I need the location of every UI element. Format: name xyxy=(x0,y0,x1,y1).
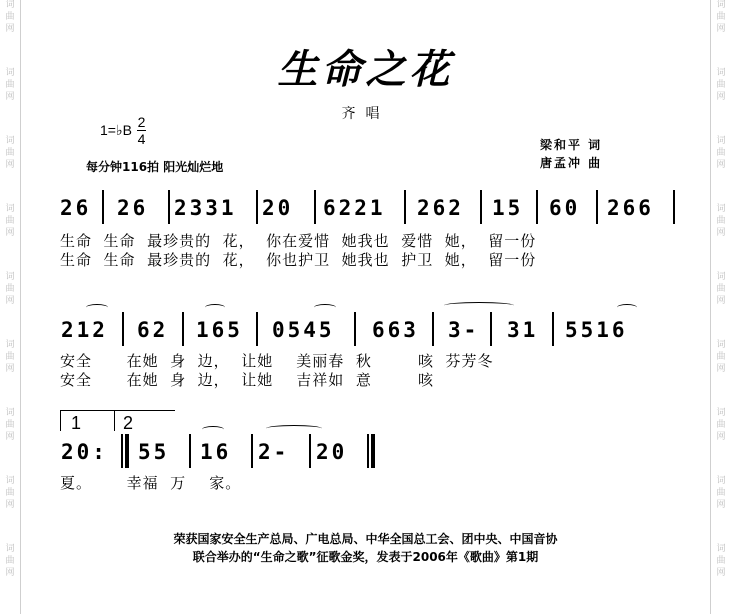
repeat-barline xyxy=(121,434,123,468)
watermark-glyph: 词 xyxy=(716,340,726,350)
watermark-glyph: 曲 xyxy=(716,420,726,430)
measure: 6221 xyxy=(323,196,386,220)
score-line-3 xyxy=(55,434,680,470)
watermark-glyph: 词 xyxy=(716,476,726,486)
watermark-glyph: 曲 xyxy=(716,216,726,226)
barline xyxy=(536,190,538,224)
tempo-marking: 每分钟116拍 阳光灿烂地 xyxy=(86,160,224,174)
slur xyxy=(314,304,336,311)
watermark-glyph: 网 xyxy=(5,364,15,374)
watermark-glyph: 曲 xyxy=(5,80,15,90)
barline xyxy=(256,190,258,224)
volta-bracket-2 xyxy=(114,410,175,431)
watermark-glyph: 词 xyxy=(716,136,726,146)
barline xyxy=(102,190,104,224)
measure: 20 xyxy=(262,196,294,220)
measure: 0545 xyxy=(272,318,335,342)
footnote-line-2: 联合举办的“生命之歌”征歌金奖，发表于2006年《歌曲》第1期 xyxy=(192,550,539,564)
measure: 62 xyxy=(137,318,169,342)
watermark-glyph: 网 xyxy=(716,364,726,374)
score-line-2 xyxy=(55,312,680,348)
watermark-glyph: 词 xyxy=(716,544,726,554)
watermark-glyph: 网 xyxy=(716,432,726,442)
composer-credit: 唐孟冲 曲 xyxy=(540,156,603,170)
barline xyxy=(256,312,258,346)
key-signature: 1=♭B xyxy=(100,122,132,138)
lyric-line-1-verse-2: 生命 生命 最珍贵的 花， 你也护卫 她我也 护卫 她， 留一份 xyxy=(60,251,537,269)
watermark-glyph: 曲 xyxy=(716,80,726,90)
barline xyxy=(480,190,482,224)
measure: 5516 xyxy=(565,318,628,342)
measure: 20 xyxy=(316,440,348,464)
lyricist-credit: 梁和平 词 xyxy=(540,138,603,152)
barline xyxy=(490,312,492,346)
watermark-glyph: 网 xyxy=(5,432,15,442)
measure: 2331 xyxy=(174,196,237,220)
watermark-glyph: 词 xyxy=(5,204,15,214)
lyric-line-3: 夏。 幸福 万 家。 xyxy=(60,474,242,492)
watermark-glyph: 网 xyxy=(5,568,15,578)
watermark-glyph: 曲 xyxy=(5,216,15,226)
volta-2-label: 2 xyxy=(123,413,134,433)
barline xyxy=(354,312,356,346)
time-bottom: 4 xyxy=(137,131,146,147)
measure: 212 xyxy=(61,318,108,342)
watermark-glyph: 网 xyxy=(5,24,15,34)
barline xyxy=(251,434,253,468)
measure: 165 xyxy=(196,318,243,342)
watermark-glyph: 曲 xyxy=(716,556,726,566)
measure: 16 xyxy=(200,440,232,464)
song-subtitle: 齐唱 xyxy=(341,106,390,122)
slur xyxy=(266,425,322,432)
watermark-glyph: 网 xyxy=(5,92,15,102)
watermark-glyph: 词 xyxy=(5,0,15,10)
measure: 20: xyxy=(61,440,108,464)
watermark-glyph: 词 xyxy=(716,272,726,282)
lyric-line-2-verse-2: 安全 在她 身 边， 让她 吉祥如 意 咳 xyxy=(60,371,434,389)
watermark-glyph: 网 xyxy=(5,296,15,306)
watermark-glyph: 曲 xyxy=(5,284,15,294)
lyric-line-2-verse-1: 安全 在她 身 边， 让她 美丽春 秋 咳 芬芳冬 xyxy=(60,352,494,370)
final-barline xyxy=(367,434,369,468)
final-barline-thick xyxy=(371,434,375,468)
song-title: 生命之花 xyxy=(277,46,454,93)
watermark-glyph: 曲 xyxy=(5,148,15,158)
watermark-glyph: 网 xyxy=(5,160,15,170)
slur xyxy=(205,304,225,311)
measure: 55 xyxy=(138,440,170,464)
watermark-glyph: 网 xyxy=(716,228,726,238)
watermark-glyph: 曲 xyxy=(716,12,726,22)
footnote-line-1: 荣获国家安全生产总局、广电总局、中华全国总工会、团中央、中国音协 xyxy=(173,532,558,546)
watermark-glyph: 网 xyxy=(716,568,726,578)
watermark-glyph: 词 xyxy=(716,204,726,214)
volta-bracket-1 xyxy=(60,410,115,431)
score-line-1 xyxy=(55,190,680,226)
watermark-glyph: 词 xyxy=(5,136,15,146)
repeat-barline-thick xyxy=(125,434,129,468)
barline xyxy=(182,312,184,346)
watermark-glyph: 曲 xyxy=(716,148,726,158)
watermark-glyph: 网 xyxy=(716,24,726,34)
measure: 2- xyxy=(258,440,290,464)
measure: 26 xyxy=(117,196,149,220)
watermark-glyph: 词 xyxy=(5,408,15,418)
watermark-glyph: 曲 xyxy=(5,420,15,430)
watermark-glyph: 网 xyxy=(5,228,15,238)
watermark-glyph: 词 xyxy=(5,544,15,554)
measure: 31 xyxy=(507,318,539,342)
measure: 266 xyxy=(607,196,654,220)
watermark-glyph: 词 xyxy=(716,0,726,10)
barline xyxy=(596,190,598,224)
measure: 262 xyxy=(417,196,464,220)
watermark-glyph: 网 xyxy=(716,296,726,306)
measure: 26 xyxy=(60,196,92,220)
watermark-glyph: 曲 xyxy=(5,352,15,362)
watermark-glyph: 曲 xyxy=(716,284,726,294)
barline xyxy=(552,312,554,346)
lyric-line-1-verse-1: 生命 生命 最珍贵的 花， 你在爱惜 她我也 爱惜 她， 留一份 xyxy=(60,232,537,250)
watermark-glyph: 词 xyxy=(716,408,726,418)
watermark-glyph: 网 xyxy=(716,500,726,510)
barline xyxy=(122,312,124,346)
watermark-glyph: 词 xyxy=(5,68,15,78)
measure: 3- xyxy=(448,318,480,342)
watermark-glyph: 网 xyxy=(5,500,15,510)
volta-1-label: 1 xyxy=(71,413,82,433)
watermark-glyph: 曲 xyxy=(716,488,726,498)
barline xyxy=(168,190,170,224)
barline xyxy=(673,190,675,224)
measure: 15 xyxy=(492,196,524,220)
time-signature xyxy=(137,115,146,146)
watermark-glyph: 曲 xyxy=(5,12,15,22)
watermark-glyph: 网 xyxy=(716,92,726,102)
watermark-glyph: 词 xyxy=(5,272,15,282)
barline xyxy=(189,434,191,468)
time-top: 2 xyxy=(137,114,146,130)
watermark-glyph: 曲 xyxy=(716,352,726,362)
barline xyxy=(309,434,311,468)
slur xyxy=(202,426,224,433)
watermark-glyph: 词 xyxy=(716,68,726,78)
barline xyxy=(404,190,406,224)
slur xyxy=(617,304,637,311)
slur xyxy=(86,304,108,311)
barline xyxy=(432,312,434,346)
measure: 663 xyxy=(372,318,419,342)
barline xyxy=(314,190,316,224)
measure: 60 xyxy=(549,196,581,220)
watermark-glyph: 网 xyxy=(716,160,726,170)
watermark-glyph: 曲 xyxy=(5,488,15,498)
watermark-glyph: 词 xyxy=(5,340,15,350)
watermark-glyph: 曲 xyxy=(5,556,15,566)
watermark-glyph: 词 xyxy=(5,476,15,486)
slur xyxy=(444,302,514,309)
